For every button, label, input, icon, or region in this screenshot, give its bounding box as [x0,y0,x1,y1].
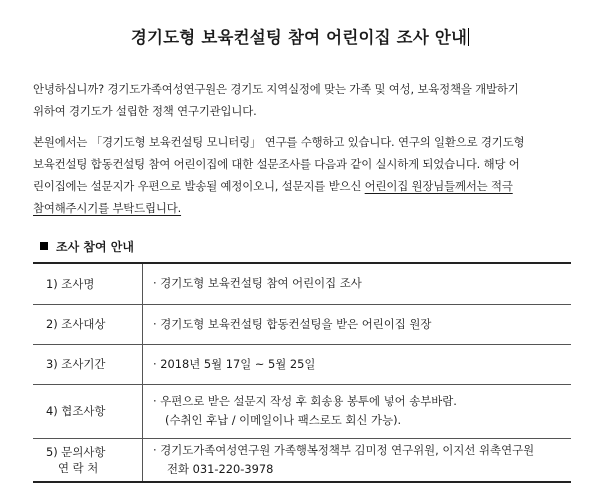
table-row [33,438,571,482]
row-value-line: · 경기도가족여성연구원 가족행복정책부 김미정 연구위원, 이지선 위촉연구원 [153,442,535,457]
table-row [33,384,571,438]
body-line-3-emphasis: 어린이집 원장님들께서는 적극 [364,179,513,193]
square-bullet-icon [40,242,48,250]
row-label: 2) 조사대상 [33,304,143,344]
row-label: 1) 조사명 [33,263,143,304]
row-value [143,438,572,482]
row-label-line-1: 5) 문의사항 [46,444,106,459]
table-row [33,344,571,384]
row-label: 4) 협조사항 [33,384,143,438]
contact-phone: 전화 031-220-3978 [167,461,274,476]
body-line-3-text: 린이집에는 설문지가 우편으로 발송될 예정이오니, 설문지를 받으신 [33,179,365,193]
body-line-4 [33,197,573,219]
intro-paragraph [33,78,573,122]
row-label-line-2: 연 락 처 [58,460,99,475]
body-line-2: 보육컨설팅 합동컨설팅 참여 어린이집에 대한 설문조사를 다음과 같이 실시하게 되었습니다. 해당 어 [33,157,520,171]
table-row [33,263,571,304]
row-value [143,384,572,438]
table-row [33,304,571,344]
row-value: · 2018년 5월 17일 ~ 5월 25일 [153,356,316,371]
document-title: 경기도형 보육컨설팅 참여 어린이집 조사 안내 [130,28,468,47]
row-value: · 경기도형 보육컨설팅 참여 어린이집 조사 [153,276,362,291]
row-value: · 경기도형 보육컨설팅 합동컨설팅을 받은 어린이집 원장 [153,316,432,331]
row-label: 3) 조사기간 [33,344,143,384]
row-label [33,438,143,482]
intro-line-1: 안녕하십니까? 경기도가족여성연구원은 경기도 지역실정에 맞는 가족 및 여성, 보육정책을 개발하기 [33,82,519,96]
row-value-note: (수취인 후납 / 이메일이나 팩스로도 회신 가능). [165,413,402,427]
section-heading [40,238,134,255]
survey-info-table [33,262,571,483]
row-value-line: · 우편으로 받은 설문지 작성 후 회송용 봉투에 넣어 송부바람. [153,394,457,408]
body-paragraph [33,131,573,219]
section-heading-text: 조사 참여 안내 [56,240,134,254]
intro-line-2: 위하여 경기도가 설립한 정책 연구기관입니다. [33,104,257,118]
body-line-1: 본원에서는 「경기도형 보육컨설팅 모니터링」 연구를 수행하고 있습니다. 연구의 일환으로 경기도형 [33,135,525,149]
body-line-3 [33,175,573,197]
body-line-4-emphasis: 참여해주시기를 부탁드립니다. [33,201,182,215]
text-cursor [468,28,469,46]
